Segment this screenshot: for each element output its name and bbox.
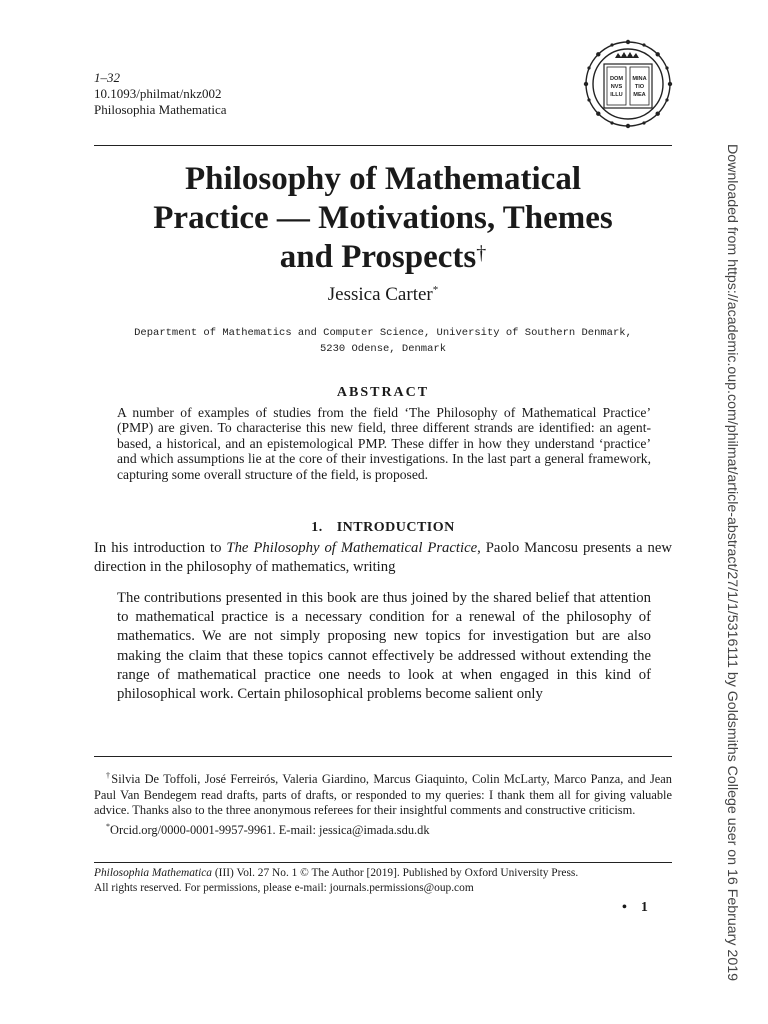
footnote-text: Silvia De Toffoli, José Ferreirós, Valeria Giardino, Marcus Giaquinto, Colin McLarty, Marco Panza, and Jean Paul Van Bendegem read drafts, parts of drafts, or responded to my queries: I thank them all for giving valuable advice. Thanks also to the three anonymous referees for their insightful comments and constructive criticism. [94, 772, 673, 818]
copyright-divider [94, 862, 672, 863]
footnote-divider [94, 756, 672, 757]
section-number: 1. [311, 520, 323, 535]
section-title: INTRODUCTION [336, 520, 455, 535]
seal-word: DOM [609, 76, 624, 82]
title-line: Philosophy of Mathematical [185, 161, 581, 197]
intro-text: , Paolo Mancosu presents a new direction in the philosophy of mathematics, writing [94, 540, 672, 575]
download-notice [722, 144, 744, 981]
author-name: Jessica Carter [327, 284, 433, 305]
journal-name: Philosophia Mathematica [94, 102, 227, 117]
seal-word: MEA [633, 92, 646, 98]
seal-word: TIO [634, 84, 645, 90]
journal-italic: Philosophia Mathematica [94, 867, 213, 879]
footnote-mark: † [106, 771, 112, 780]
university-seal-icon [582, 38, 674, 130]
download-notice-text[interactable]: Downloaded from https://academic.oup.com/philmat/article-abstract/27/1/1/5316111 by Goldsmiths College user on 16 February 2019 [724, 144, 740, 981]
dagger-footnote-mark[interactable]: † [476, 242, 487, 264]
doi: 10.1093/philmat/nkz002 [94, 86, 222, 101]
bullet-icon: • [622, 900, 627, 915]
author [94, 284, 672, 306]
footnote-mark: * [106, 821, 110, 831]
affiliation-line: 5230 Odense, Denmark [319, 343, 447, 355]
abstract-text: A number of examples of studies from the field ‘The Philosophy of Mathematical Practice’ (PMP) are given. To characterise this new field, three different strands are identified: an agent-based, a historical, and an epistemological PMP. These differ in how they understand ‘practice’ and which assumptions lie at the core of their investigations. In the last part a general framework, capturing some overall structure of the field, is proposed. [117, 405, 651, 482]
article-title [94, 160, 672, 277]
page-number-value: 1 [640, 900, 648, 915]
page-range: 1–32 [94, 70, 120, 85]
copyright-notice [94, 866, 672, 896]
title-line [94, 238, 672, 277]
header-divider [94, 145, 672, 146]
intro-text: In his introduction to [94, 540, 227, 556]
author-footnote-mark[interactable]: * [432, 284, 439, 296]
footnote-star [94, 819, 672, 839]
title-line: Practice — Motivations, Themes [153, 200, 613, 236]
affiliation-line: Department of Mathematics and Computer Science, University of Southern Denmark, [134, 327, 632, 339]
seal-word: ILLU [610, 92, 623, 98]
affiliation [94, 325, 672, 357]
abstract-heading: ABSTRACT [336, 385, 430, 400]
title-line-text: and Prospects [279, 239, 477, 275]
copyright-line [94, 866, 672, 881]
page-number [622, 900, 648, 916]
article-meta [94, 70, 227, 118]
seal-word: MINA [632, 76, 647, 82]
footnote-text[interactable]: Orcid.org/0000-0001-9957-9961. E-mail: jessica@imada.sdu.dk [110, 823, 430, 838]
seal-word: NVS [610, 84, 623, 90]
footnote-dagger [94, 768, 672, 819]
copyright-text: (III) Vol. 27 No. 1 © The Author [2019]. Published by Oxford University Press. [212, 867, 579, 879]
book-title: The Philosophy of Mathematical Practice [226, 540, 478, 556]
footnotes [94, 768, 672, 839]
copyright-line[interactable]: All rights reserved. For permissions, please e-mail: journals.permissions@oup.com [94, 882, 474, 894]
block-quote: The contributions presented in this book are thus joined by the shared belief that attention to mathematical practice is a necessary condition for a renewal of the philosophy of mathematics. We are not simply proposing new topics for investigation but are also making the claim that these topics cannot effectively be addressed without extending the range of mathematical practice one needs to look at when engaged in this kind of philosophical work. Certain philosophical problems become salient only [117, 590, 651, 703]
section-heading [94, 520, 672, 536]
intro-paragraph [94, 539, 672, 577]
